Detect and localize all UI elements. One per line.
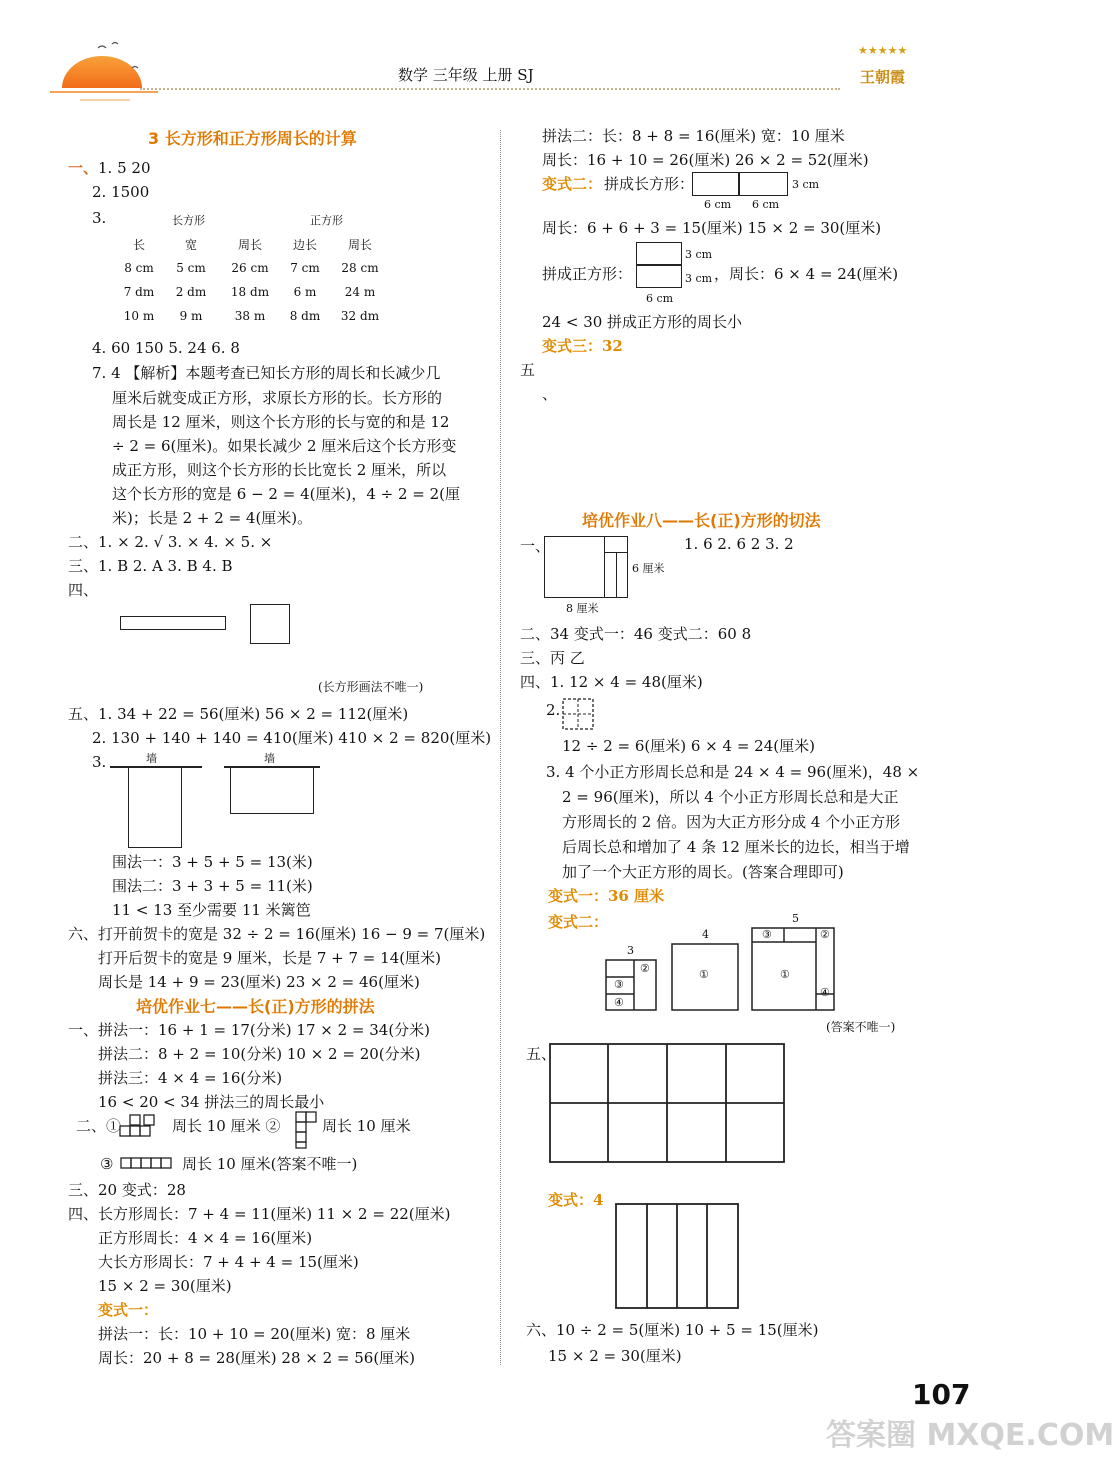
q4-answers: 4. 60 150 5. 24 6. 8 [92,339,240,357]
p8-4d-line: 方形周长的 2 倍。因为大正方形分成 4 个小正方形 [562,813,901,831]
strips-rect [614,1202,740,1310]
circle-2: ② [640,962,650,975]
dim-label: 6 厘米 [632,562,665,575]
watermark: 答案圈 MXQE.COM [826,1418,1114,1453]
p7-5-line: 拼法一：长：10 + 10 = 20(厘米) 宽：8 厘米 [98,1325,411,1343]
svg-text:王朝霞: 王朝霞 [860,68,906,86]
p8-4d-line: 2 = 96(厘米)，所以 4 个小正方形周长总和是大正 [562,788,899,806]
dashed-square-icon [562,698,594,730]
cell: 26 cm [231,261,269,275]
p7-line: 拼法二：8 + 2 = 10(分米) 10 × 2 = 20(分米) [98,1045,421,1063]
th: 边长 [292,237,317,252]
s4-label: 四、 [68,581,99,599]
p8-v1: 变式一：36 厘米 [548,887,665,905]
p8-1-label: 一、 [520,537,551,555]
table-group-square: 正方形 [310,214,343,227]
s1-label: 一、1. 5 20 [68,159,151,177]
s5-line: 3. [92,753,107,771]
th: 长 [132,237,145,252]
r1-line: 周长：16 + 10 = 26(厘米) 26 × 2 = 52(厘米) [542,151,869,169]
shape-b-icon [294,1110,320,1150]
v2-text: 拼成长方形： [604,175,695,193]
cell: 9 m [179,309,203,323]
side-label-3: 3 [627,944,634,957]
section-title-7: 培优作业七——长(正)方形的拼法 [136,997,375,1016]
p7-line: 拼法三：4 × 4 = 16(分米) [98,1069,283,1087]
q7-line: 米)；长是 2 + 2 = 4(厘米)。 [112,509,313,527]
th: 周长 [237,237,262,252]
p8-2: 二、34 变式一：46 变式二：60 8 [520,625,752,643]
rect-part [738,172,788,196]
dim-label: 6 cm [752,198,780,211]
column-divider [500,130,501,1365]
p7-line: 16 < 20 < 34 拼法三的周长最小 [98,1093,325,1111]
circle-1: ① [699,968,709,981]
perimeter-table [118,232,388,328]
p8-4d-line: 加了一个大正方形的周长。(答案合理即可) [562,863,844,881]
s2-answers: 二、1. × 2. √ 3. × 4. × 5. × [68,533,273,551]
s3-answers: 三、1. B 2. A 3. B 4. B [68,557,233,575]
cell: 7 dm [123,285,155,299]
cell: 2 dm [175,285,207,299]
squares-diagram [602,910,842,1014]
cell: 5 cm [176,261,206,275]
square-part [636,264,682,288]
q7-line: 这个长方形的宽是 6 − 2 = 4(厘米)，4 ÷ 2 = 2(厘 [112,485,461,503]
p8-4: 四、1. 12 × 4 = 48(厘米) [520,673,703,691]
cell: 10 m [123,309,155,323]
p8-5-label: 五、 [526,1045,557,1063]
s5-line: 2. 130 + 140 + 140 = 410(厘米) 410 × 2 = 820(厘米) [92,729,492,747]
p7-4-line: 15 × 2 = 30(厘米) [98,1277,232,1295]
p7-5-line: 周长：20 + 8 = 28(厘米) 28 × 2 = 56(厘米) [98,1349,416,1367]
p8-6-line: 六、10 ÷ 2 = 5(厘米) 10 + 5 = 15(厘米) [526,1321,819,1339]
q7-line: 成正方形，则这个长方形的长比宽长 2 厘米，所以 [112,461,447,479]
cell: 38 m [234,309,266,323]
shape-c-icon [120,1156,174,1172]
cell: 8 cm [124,261,154,275]
p8-4b: 2. [546,701,561,719]
cut-line [604,536,605,598]
wall-label: 墙 [264,752,275,765]
p7-2b-text: 周长 10 厘米 [322,1117,411,1135]
p8-1-answers: 1. 6 2. 6 2 3. 2 [684,535,794,553]
sun-logo [50,30,160,110]
side-label-5: 5 [792,912,799,925]
p7-4-line: 四、长方形周长：7 + 4 = 11(厘米) 11 × 2 = 22(厘米) [68,1205,451,1223]
cell: 32 dm [340,309,380,323]
p8-4d-line: 3. 4 个小正方形周长总和是 24 × 4 = 96(厘米)，48 × [546,763,920,781]
s6-line: 周长是 14 + 9 = 23(厘米) 23 × 2 = 46(厘米) [98,973,420,991]
s5b-line: 围法一：3 + 5 + 5 = 13(米) [112,853,313,871]
s5-line: 五、1. 34 + 22 = 56(厘米) 56 × 2 = 112(厘米) [68,705,409,723]
p8-v2: 变式二： [548,913,609,931]
r1-line: 拼法二：长：8 + 8 = 16(厘米) 宽：10 厘米 [542,127,845,145]
s1-q3: 3. [92,209,107,227]
cell: 18 dm [230,285,270,299]
circle-4: ④ [614,996,624,1009]
dim-label: 3 cm [792,178,820,191]
page-number: 107 [912,1378,971,1411]
shape-a-icon [118,1114,158,1140]
p7-2c-label: ③ [100,1155,114,1173]
sq-text: 拼成正方形： [542,265,633,283]
circle-2: ② [820,928,830,941]
r2-line: 周长：6 + 6 + 3 = 15(厘米) 15 × 2 = 30(厘米) [542,219,882,237]
p7-2c-text: 周长 10 厘米(答案不唯一) [182,1155,358,1173]
p8-4d-line: 后周长总和增加了 4 条 12 厘米长的边长，相当于增 [562,838,910,856]
cell: 28 cm [341,261,379,275]
p8-6-line: 15 × 2 = 30(厘米) [548,1347,682,1365]
p7-3: 三、20 变式：28 [68,1181,186,1199]
dim-label: 6 cm [704,198,732,211]
s6-line: 六、打开前贺卡的宽是 32 ÷ 2 = 16(厘米) 16 − 9 = 7(厘米) [68,925,486,943]
side-label-4: 4 [702,928,709,941]
cell: 6 m [293,285,317,299]
q7-line: ÷ 2 = 6(厘米)。如果长减少 2 厘米后这个长方形变 [112,437,457,455]
cell: 7 cm [290,261,320,275]
dim-label: 8 厘米 [566,602,599,615]
q7-line: 厘米后就变成正方形，求原长方形的长。长方形的 [112,389,443,407]
p8-5-variant: 变式：4 [548,1191,604,1209]
circle-3: ③ [614,978,624,991]
drawing-note: (长方形画法不唯一) [318,680,424,694]
fence-method-2 [230,768,314,814]
s6-line: 打开后贺卡的宽是 9 厘米，长是 7 + 7 = 14(厘米) [98,949,441,967]
r3-line: 24 < 30 拼成正方形的周长小 [542,313,743,331]
r5-line: 、 [542,385,558,403]
drawn-square [250,604,290,644]
v3-line: 变式三：32 [542,337,623,355]
circle-1: ① [780,968,790,981]
q7-line: 7. 4 【解析】本题考查已知长方形的周长和长减少几 [92,364,441,382]
s1-q2: 2. 1500 [92,183,150,201]
circle-3: ③ [762,928,772,941]
r5-line: 五 [520,361,536,379]
circle-4: ④ [820,986,830,999]
th: 周长 [347,237,372,252]
p8-4c: 12 ÷ 2 = 6(厘米) 6 × 4 = 24(厘米) [562,737,815,755]
p7-2-label: 二、① [76,1117,122,1135]
th: 宽 [184,237,197,252]
grid-8-rects [548,1042,788,1166]
p8-3: 三、丙 乙 [520,649,585,667]
variant-2-label: 变式二： [542,175,603,193]
q7-line: 周长是 12 厘米，则这个长方形的长与宽的和是 12 [112,413,450,431]
rect-part [692,172,740,196]
answer-note: (答案不唯一) [826,1020,896,1034]
dim-label: 3 cm [685,248,713,261]
header-divider [140,88,840,90]
s5b-line: 围法二：3 + 3 + 5 = 11(米) [112,877,313,895]
p7-line: 一、拼法一：16 + 1 = 17(分米) 17 × 2 = 34(分米) [68,1021,431,1039]
fence-method-1 [128,768,182,848]
cell: 8 dm [289,309,321,323]
s5b-line: 11 < 13 至少需要 11 米篱笆 [112,901,311,919]
section-title-8: 培优作业八——长(正)方形的切法 [582,511,821,530]
cell: 24 m [344,285,376,299]
variant-1-label: 变式一： [98,1301,159,1319]
dim-label: 6 cm [646,292,674,305]
drawn-rectangle [120,616,226,630]
p7-4-line: 大长方形周长：7 + 4 + 4 = 15(厘米) [98,1253,359,1271]
square-part [636,242,682,266]
svg-text:★★★★★: ★★★★★ [858,44,908,57]
stars-logo [850,38,930,98]
table-group-rect: 长方形 [172,214,205,227]
p7-4-line: 正方形周长：4 × 4 = 16(厘米) [98,1229,313,1247]
cut-line [616,552,617,598]
section-title: 3 长方形和正方形周长的计算 [148,129,357,148]
dim-label: 3 cm [685,272,713,285]
wall-label: 墙 [146,752,157,765]
p7-2a-text: 周长 10 厘米 ② [172,1117,281,1135]
header-text: 数学 三年级 上册 SJ [398,66,534,84]
sq-tail: ，周长：6 × 4 = 24(厘米) [714,265,899,283]
